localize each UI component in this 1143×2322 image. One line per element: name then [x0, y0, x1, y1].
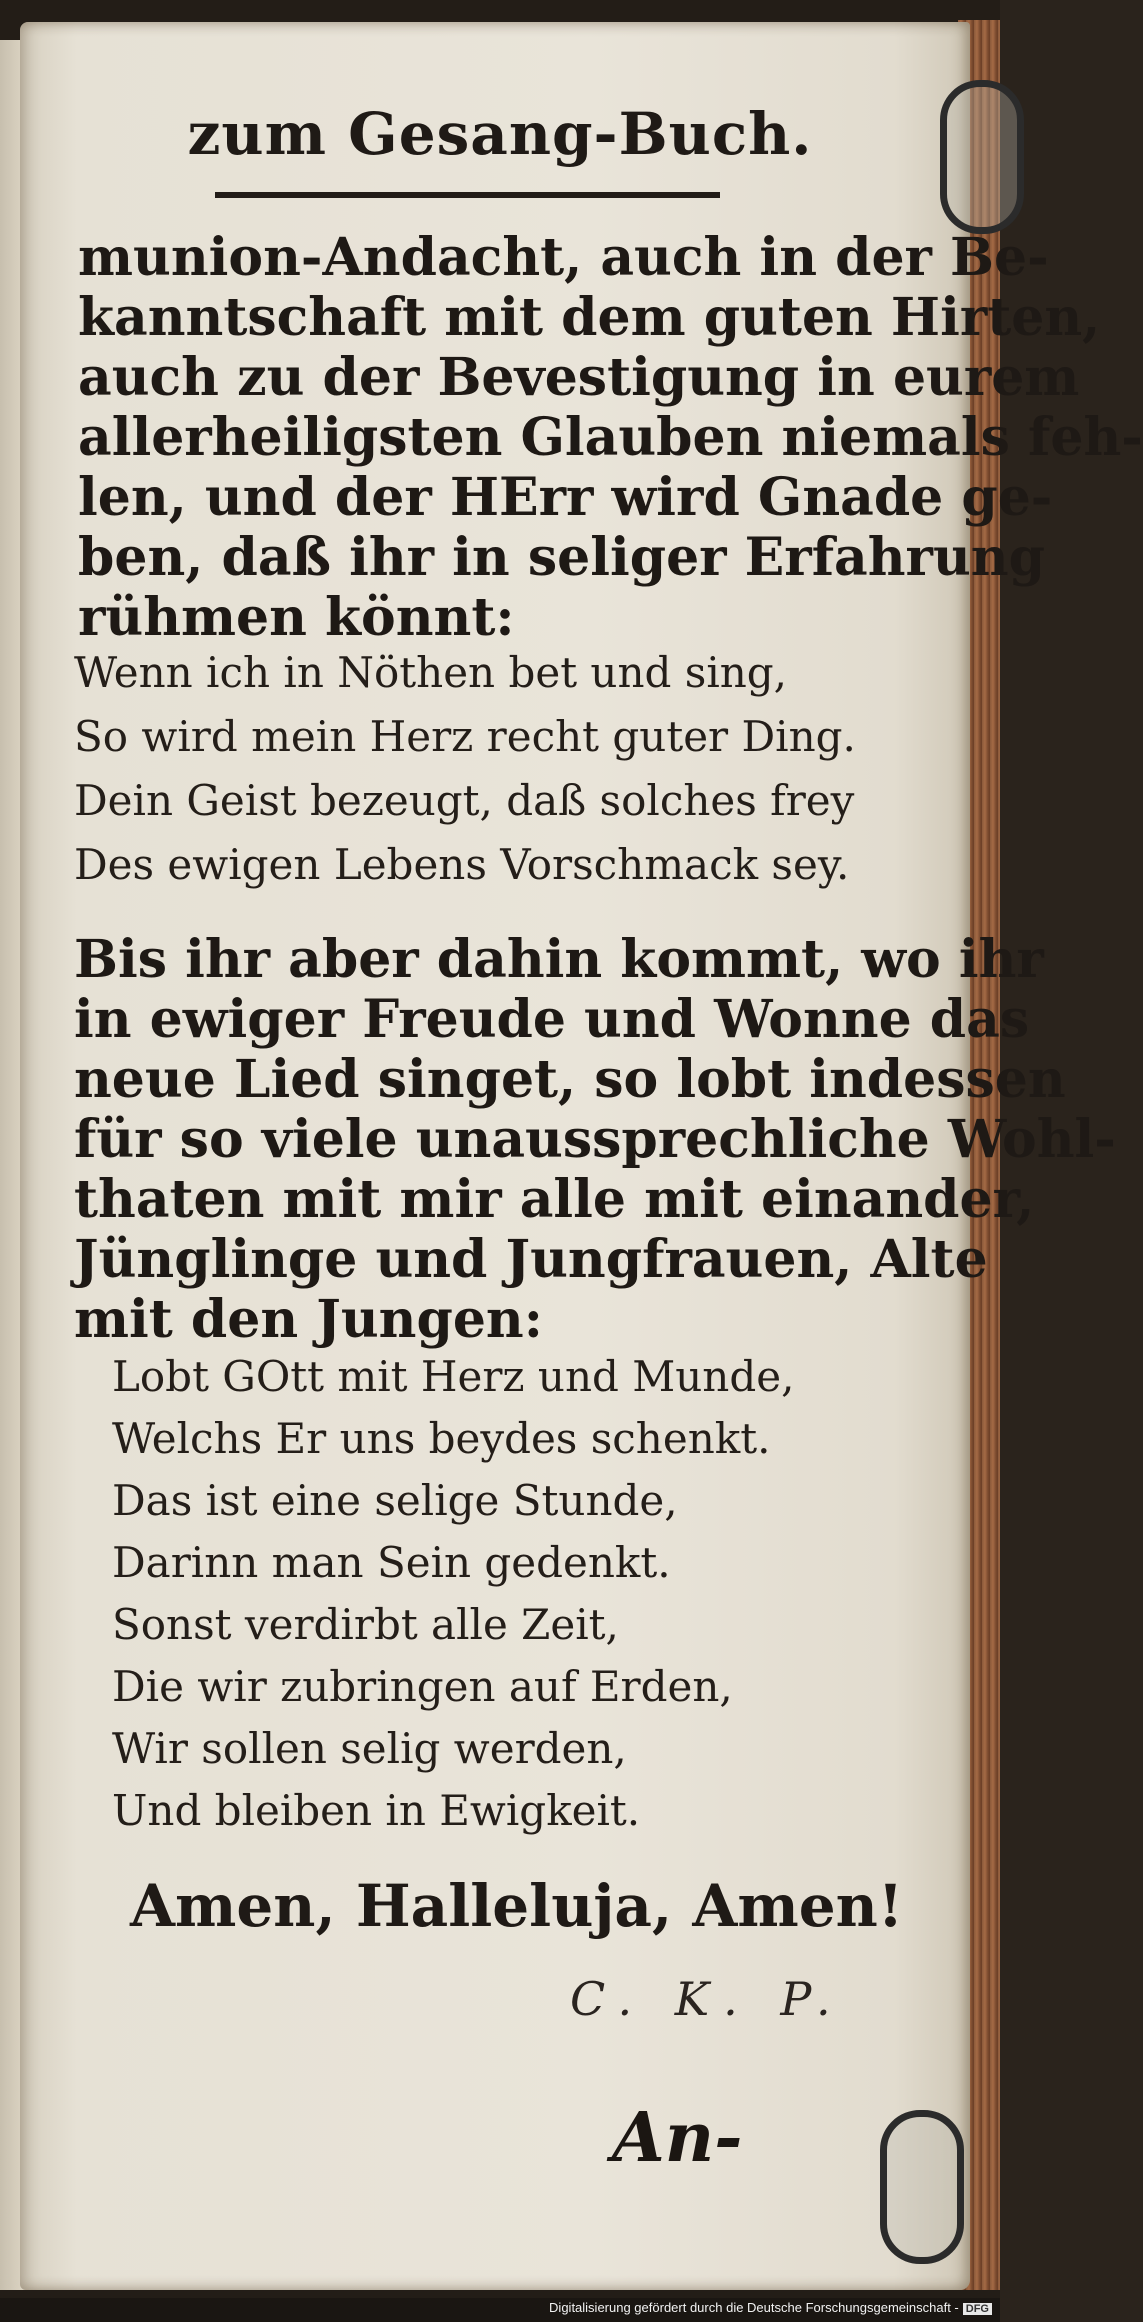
- header-rule: [215, 192, 720, 198]
- verse-line: Das ist eine selige Stunde,: [112, 1476, 678, 1525]
- paragraph-line: Jünglinge und Jungfrauen, Alte: [74, 1229, 988, 1290]
- paragraph-line: munion-Andacht, auch in der Be-: [78, 227, 1049, 288]
- catchword: An-: [612, 2098, 743, 2178]
- running-head: zum Gesang-Buch.: [187, 100, 813, 168]
- paragraph-line: thaten mit mir alle mit einander,: [74, 1169, 1035, 1230]
- paragraph-line: Bis ihr aber dahin kommt, wo ihr: [74, 929, 1044, 990]
- verse-line: Wir sollen selig werden,: [112, 1724, 627, 1773]
- verse-line: Dein Geist bezeugt, daß solches frey: [74, 776, 855, 825]
- verse-line: Wenn ich in Nöthen bet und sing,: [74, 648, 788, 697]
- paragraph-line: in ewiger Freude und Wonne das: [74, 989, 1030, 1050]
- paragraph-line: len, und der HErr wird Gnade ge-: [78, 467, 1053, 528]
- paragraph-line: auch zu der Bevestigung in eurem: [78, 347, 1080, 408]
- verse-line: Und bleiben in Ewigkeit.: [112, 1786, 641, 1835]
- paragraph-line: allerheiligsten Glauben niemals feh-: [78, 407, 1143, 468]
- amen-line: Amen, Halleluja, Amen!: [130, 1872, 904, 1940]
- page-clip-bottom: [880, 2110, 964, 2264]
- paragraph-line: neue Lied singet, so lobt indessen: [74, 1049, 1066, 1110]
- paragraph-line: rühmen könnt:: [78, 587, 515, 648]
- verse-line: Welchs Er uns beydes schenkt.: [112, 1414, 771, 1463]
- verse-line: So wird mein Herz recht guter Ding.: [74, 712, 856, 761]
- paragraph-line: kanntschaft mit dem guten Hirten,: [78, 287, 1101, 348]
- paragraph-line: mit den Jungen:: [74, 1289, 543, 1350]
- verse-line: Darinn man Sein gedenkt.: [112, 1538, 671, 1587]
- dfg-logo: DFG: [963, 2303, 992, 2315]
- paragraph-line: für so viele unaussprechliche Wohl-: [74, 1109, 1116, 1170]
- verse-line: Die wir zubringen auf Erden,: [112, 1662, 733, 1711]
- verse-line: Lobt GOtt mit Herz und Munde,: [112, 1352, 795, 1401]
- author-signature: C. K. P.: [570, 1972, 845, 2026]
- verse-line: Sonst verdirbt alle Zeit,: [112, 1600, 619, 1649]
- dfg-footer: [549, 2300, 992, 2318]
- verse-line: Des ewigen Lebens Vorschmack sey.: [74, 840, 850, 889]
- footer-text: Digitalisierung gefördert durch die Deutsche Forschungsgemeinschaft -: [549, 2300, 959, 2315]
- paragraph-line: ben, daß ihr in seliger Erfahrung: [78, 527, 1045, 588]
